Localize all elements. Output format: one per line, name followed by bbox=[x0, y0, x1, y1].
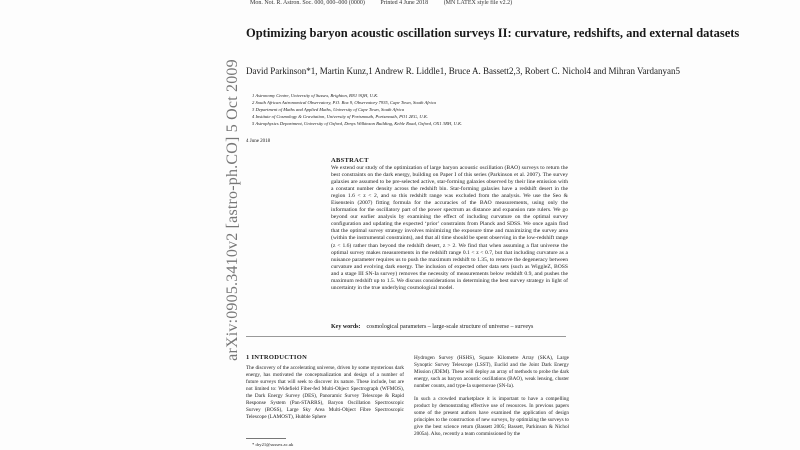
keywords-label: Key words: bbox=[331, 324, 361, 330]
journal-citation: Mon. Not. R. Astron. Soc. 000, 000–000 (0000) bbox=[250, 0, 365, 6]
keywords bbox=[331, 324, 631, 330]
keywords-text: cosmological parameters – large-scale structure of universe – surveys bbox=[366, 324, 534, 330]
abstract-heading: ABSTRACT bbox=[331, 157, 369, 164]
affiliation: 5 Astrophysics Department, University of Oxford, Denys Wilkinson Building, Keble Road, Oxford, OX1 3RH, U.K. bbox=[252, 121, 463, 126]
footnote: * dry21@sussex.ac.uk bbox=[252, 442, 294, 447]
author-list: David Parkinson*1, Martin Kunz,1 Andrew R. Liddle1, Bruce A. Bassett2,3, Robert C. Nichol4 and Mihran Vardanyan5 bbox=[246, 66, 681, 76]
section-heading: 1 INTRODUCTION bbox=[246, 354, 308, 361]
affiliation: 2 South African Astronomical Observatory, P.O. Box 9, Observatory 7935, Cape Town, South Africa bbox=[252, 100, 436, 105]
intro-paragraph: In such a crowded marketplace it is important to have a compelling product by demonstrating effective use of resources. In previous papers some of the present authors have examined the application of design principles to the construction of new surveys, by optimizing the surveys to give the best science return (Bassett 2005; Bassett, Parkinson & Nichol 2005a). Also, recently a team commissioned by the bbox=[414, 395, 569, 437]
abstract-text: We extend our study of the optimization of large baryon acoustic oscillation (BAO) surveys to return the best constraints on the dark energy, building on Paper I of this series (Parkinson et al. 2007). The survey galaxies are assumed to be pre-selected active, star-forming galaxies observed by their line emission with a constant number density across the redshift bin. Star-forming galaxies have a redshift desert in the region 1.6 < z < 2, and so this redshift range was excluded from the analysis. We use the Seo & Eisenstein (2007) fitting formula for the accuracies of the BAO measurements, using only the information for the oscillatory part of the power spectrum as distance and expansion rate rulers. We go beyond our earlier analysis by examining the effect of including curvature on the optimal survey configuration and updating the expected ‘prior’ constraints from Planck and SDSS. We once again find that the optimal survey strategy involves minimizing the exposure time and maximizing the survey area (within the instrumental constraints), and that all time should be spent observing in the low-redshift range (z < 1.6) rather than beyond the redshift desert, z > 2. We find that when assuming a flat universe the optimal survey makes measurements in the redshift range 0.1 < z < 0.7, but that including curvature as a nuisance parameter requires us to push the maximum redshift to 1.35, to remove the degeneracy between curvature and evolving dark energy. The inclusion of expected other data sets (such as WiggleZ, BOSS and a stage III SN-Ia survey) removes the necessity of measurements below redshift 0.9, and pushes the maximum redshift up to 1.5. We discuss considerations in determining the best survey strategy in light of uncertainty in the true underlying cosmological model. bbox=[331, 165, 568, 291]
printed-date: Printed 4 June 2018 bbox=[380, 0, 429, 6]
affiliations bbox=[252, 92, 752, 127]
intro-right-column bbox=[414, 355, 569, 443]
affiliation: 4 Institute of Cosmology & Gravitation, University of Portsmouth, Portsmouth, PO1 2EG, U.K. bbox=[252, 114, 429, 119]
running-header bbox=[250, 0, 526, 6]
intro-paragraph: Hydrogen Survey (HSHS), Square Kilometre Array (SKA), Large Synoptic Survey Telescope (LSST), Euclid and the Joint Dark Energy Mission (JDEM). These will deploy an array of methods to probe the dark energy, such as baryon acoustic oscillations (BAO), weak lensing, cluster number counts, and type-Ia supernovae (SN-Ia). bbox=[414, 355, 569, 389]
affiliation: 3 Department of Maths and Applied Maths, University of Cape Town, South Africa bbox=[252, 107, 405, 112]
affiliation: 1 Astronomy Centre, University of Sussex, Brighton, BN1 9QH, U.K. bbox=[252, 93, 379, 98]
arxiv-identifier: arXiv:0905.3410v2 [astro-ph.CO] 5 Oct 2009 bbox=[224, 59, 241, 361]
arxiv-stamp bbox=[222, 60, 244, 360]
section-divider bbox=[246, 336, 566, 337]
style-file: (MN LATEX style file v2.2) bbox=[443, 0, 513, 6]
paper-date: 4 June 2018 bbox=[246, 139, 271, 144]
paper-title: Optimizing baryon acoustic oscillation surveys II: curvature, redshifts, and external datasets bbox=[246, 26, 740, 40]
footnote-rule bbox=[246, 438, 286, 439]
intro-left-column: The discovery of the accelerating universe, driven by some mysterious dark energy, has motivated the conceptualization and design of a number of future surveys that will seek to discover its nature. These include, but are not limited to: Widefield Fiber-fed Multi-Object Spectrograph (WFMOS), the Dark Energy Survey (DES), Panoramic Survey Telescope & Rapid Response System (Pan-STARRS), Baryon Oscillation Spectroscopic Survey (BOSS), Large Sky Area Multi-Object Fibre Spectroscopic Telescope (LAMOST), Hubble Sphere bbox=[246, 365, 404, 420]
